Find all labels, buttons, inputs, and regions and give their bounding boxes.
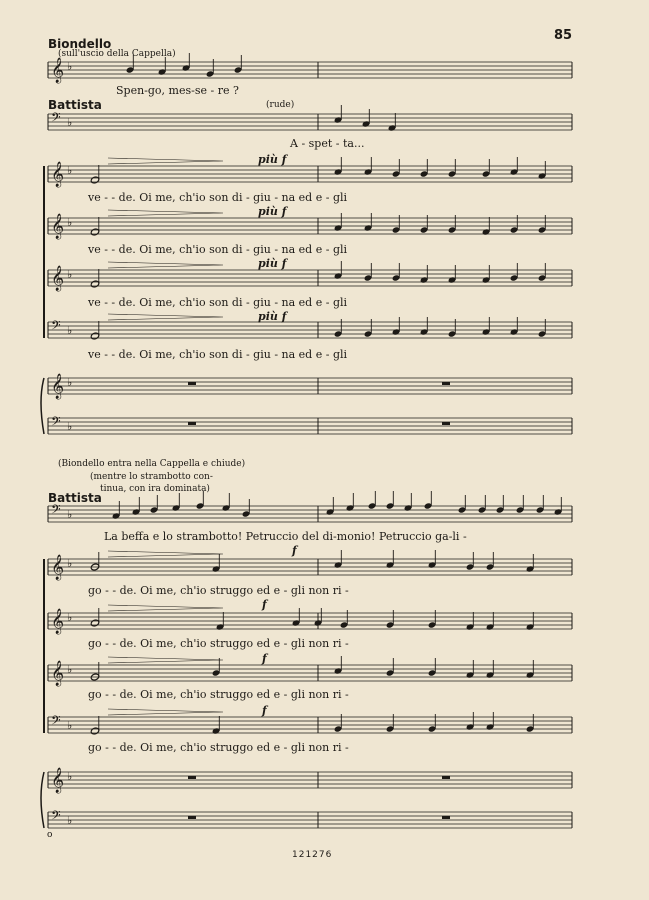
key-signature-flat: ♭ [67, 216, 73, 229]
choir-staff-1a-hairpin [108, 158, 223, 164]
key-signature-flat: ♭ [67, 376, 73, 389]
battista-lyric-2: La beffa e lo strambotto! Petruccio del di-monio! Petruccio ga-li - [104, 530, 467, 543]
choir-staff-2b-half-note [90, 619, 99, 627]
treble-clef: 𝄞 [51, 58, 65, 83]
page-number: 85 [554, 28, 573, 43]
treble-clef: 𝄞 [51, 374, 65, 399]
key-signature-flat: ♭ [67, 611, 73, 624]
piano-treble-2-whole-rest [442, 776, 450, 779]
key-signature-flat: ♭ [67, 719, 73, 732]
key-signature-flat: ♭ [67, 420, 73, 433]
battista-name-1: Battista [48, 98, 102, 112]
choir-staff-2a-hairpin [108, 551, 223, 557]
bass-clef: 𝄢 [51, 414, 61, 432]
choir-dynamic-1b: più f [258, 205, 287, 218]
piano-brace-1 [41, 378, 44, 434]
treble-clef: 𝄞 [51, 266, 65, 291]
biondello-name: Biondello [48, 37, 112, 51]
treble-clef: 𝄞 [51, 214, 65, 239]
piano-bass-1-whole-rest [188, 422, 196, 425]
footer-mark: o [47, 830, 53, 840]
key-signature-flat: ♭ [67, 60, 73, 73]
piano-bass-2-whole-rest [188, 816, 196, 819]
choir-dynamic-1c: più f [258, 257, 287, 270]
stage-direction-3: tinua, con ira dominata) [100, 484, 210, 494]
key-signature-flat: ♭ [67, 164, 73, 177]
choir-dynamic-1a: più f [258, 153, 287, 166]
key-signature-flat: ♭ [67, 116, 73, 129]
plate-number: 121276 [292, 850, 333, 860]
choir-lyric-1b: ve - - de. Oi me, ch'io son di - giu - na ed e - gli [88, 243, 348, 256]
bass-clef: 𝄢 [51, 502, 61, 520]
treble-clef: 𝄞 [51, 162, 65, 187]
choir-staff-1b-hairpin [108, 210, 223, 216]
choir-dynamic-2b: f [262, 598, 267, 611]
key-signature-flat: ♭ [67, 663, 73, 676]
biondello-lyric: Spen-go, mes-se - re ? [116, 84, 239, 97]
stage-direction-2: (mentre lo strambotto con- [90, 472, 213, 482]
choir-staff-1c-half-note [90, 280, 99, 288]
key-signature-flat: ♭ [67, 557, 73, 570]
choir-lyric-1c: ve - - de. Oi me, ch'io son di - giu - na ed e - gli [88, 296, 348, 309]
choir-staff-1a-half-note [90, 176, 99, 184]
choir-staff-2d-hairpin [108, 709, 223, 715]
choir-lyric-2a: go - - de. Oi me, ch'io struggo ed e - gli non ri - [88, 584, 349, 597]
choir-staff-1d-hairpin [108, 314, 223, 320]
stage-direction-1: (Biondello entra nella Cappella e chiude) [58, 459, 246, 469]
choir-dynamic-2d: f [262, 704, 267, 717]
choir-lyric-2c: go - - de. Oi me, ch'io struggo ed e - gli non ri - [88, 688, 349, 701]
key-signature-flat: ♭ [67, 268, 73, 281]
piano-treble-1-whole-rest [188, 382, 196, 385]
choir-lyric-2d: go - - de. Oi me, ch'io struggo ed e - gli non ri - [88, 741, 349, 754]
key-signature-flat: ♭ [67, 508, 73, 521]
choir-lyric-1a: ve - - de. Oi me, ch'io son di - giu - na ed e - gli [88, 191, 348, 204]
choir-lyric-2b: go - - de. Oi me, ch'io struggo ed e - gli non ri - [88, 637, 349, 650]
piano-treble-2-whole-rest [188, 776, 196, 779]
bass-clef: 𝄢 [51, 318, 61, 336]
key-signature-flat: ♭ [67, 814, 73, 827]
choir-staff-2d-half-note [90, 727, 99, 735]
choir-dynamic-1d: più f [258, 310, 287, 323]
treble-clef: 𝄞 [51, 768, 65, 793]
choir-dynamic-2a: f [292, 544, 297, 557]
bass-clef: 𝄢 [51, 110, 61, 128]
battista-name-2: Battista [48, 491, 102, 505]
bass-clef: 𝄢 [51, 808, 61, 826]
battista-lyric-1: A - spet - ta... [290, 137, 365, 150]
choir-staff-2c-hairpin [108, 657, 223, 663]
choir-staff-1b-half-note [90, 228, 99, 236]
piano-bass-2-whole-rest [442, 816, 450, 819]
choir-lyric-1d: ve - - de. Oi me, ch'io son di - giu - na ed e - gli [88, 348, 348, 361]
piano-treble-1-whole-rest [442, 382, 450, 385]
battista-direction: (rude) [266, 100, 295, 110]
piano-bass-1-whole-rest [442, 422, 450, 425]
treble-clef: 𝄞 [51, 661, 65, 686]
choir-dynamic-2c: f [262, 652, 267, 665]
treble-clef: 𝄞 [51, 609, 65, 634]
choir-staff-2b-hairpin [108, 605, 223, 611]
treble-clef: 𝄞 [51, 555, 65, 580]
choir-staff-1d-half-note [90, 332, 99, 340]
piano-brace-2 [41, 772, 44, 828]
choir-staff-1c-hairpin [108, 262, 223, 268]
key-signature-flat: ♭ [67, 324, 73, 337]
key-signature-flat: ♭ [67, 770, 73, 783]
bass-clef: 𝄢 [51, 713, 61, 731]
biondello-direction: (sull'uscio della Cappella) [58, 49, 176, 59]
